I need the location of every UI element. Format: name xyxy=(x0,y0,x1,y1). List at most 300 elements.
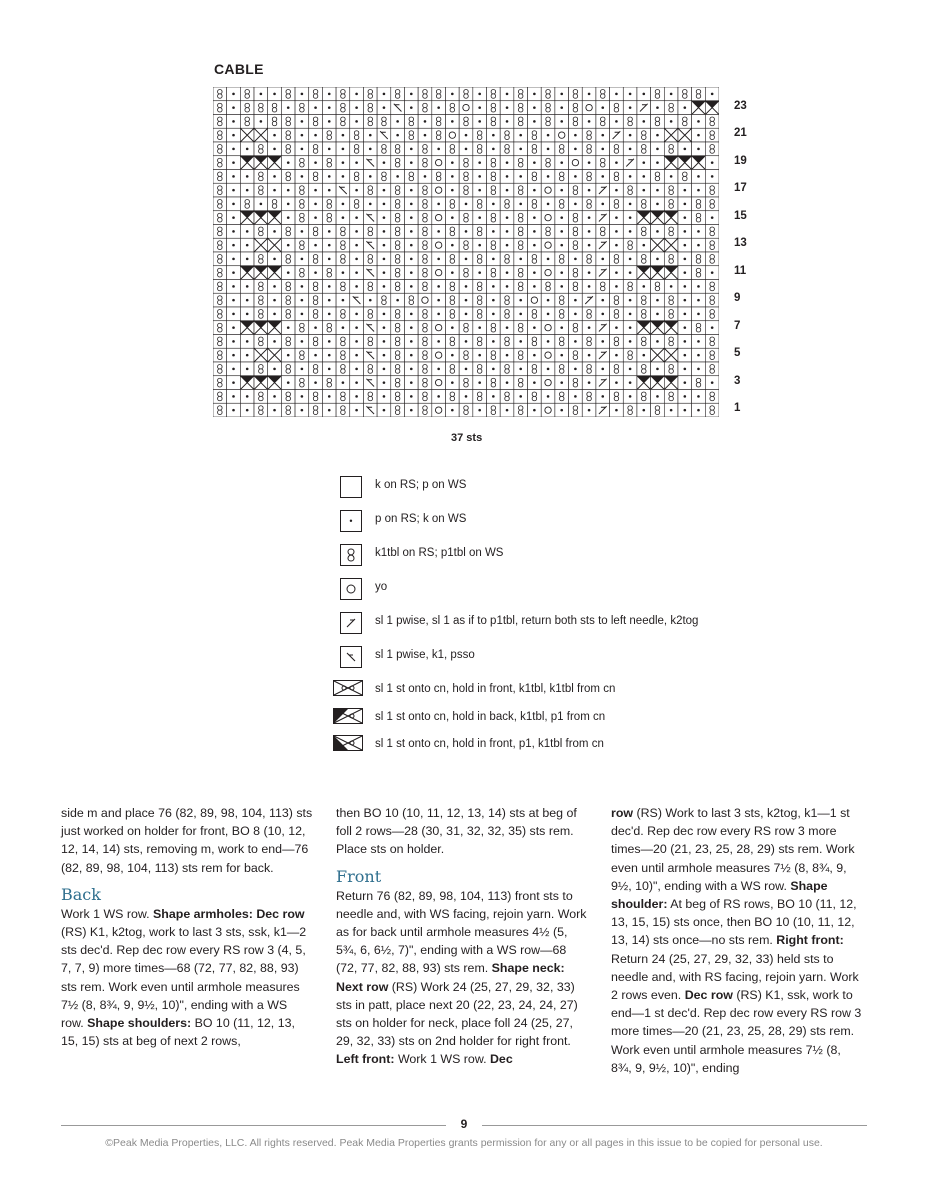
chart-cell xyxy=(610,225,624,239)
chart-cell xyxy=(404,293,418,307)
chart-cell xyxy=(610,293,624,307)
chart-cell xyxy=(254,183,268,197)
chart-cell xyxy=(637,376,651,390)
chart-cell xyxy=(528,87,542,101)
chart-cell xyxy=(350,348,364,362)
chart-cell xyxy=(268,390,282,404)
chart-cell xyxy=(528,101,542,115)
chart-cell xyxy=(254,321,268,335)
chart-cell xyxy=(322,362,336,376)
chart-cell xyxy=(487,197,501,211)
chart-cell xyxy=(281,293,295,307)
chart-cell xyxy=(623,115,637,129)
chart-cell xyxy=(363,362,377,376)
chart-cell xyxy=(705,266,719,280)
chart-cell xyxy=(350,307,364,321)
chart-cell xyxy=(445,376,459,390)
chart-cell xyxy=(391,348,405,362)
chart-cell xyxy=(213,87,227,101)
chart-cell xyxy=(678,266,692,280)
chart-cell xyxy=(555,266,569,280)
chart-cell xyxy=(487,252,501,266)
chart-cell xyxy=(514,170,528,184)
chart-cell xyxy=(623,348,637,362)
chart-cell xyxy=(377,183,391,197)
chart-cell xyxy=(459,293,473,307)
chart-cell xyxy=(678,156,692,170)
chart-cell xyxy=(610,183,624,197)
chart-cell xyxy=(514,280,528,294)
chart-cell xyxy=(240,362,254,376)
chart-cell xyxy=(418,115,432,129)
chart-cell xyxy=(487,307,501,321)
cable-chart-grid xyxy=(213,87,719,417)
chart-cell xyxy=(336,335,350,349)
chart-cell xyxy=(391,142,405,156)
chart-cell xyxy=(418,362,432,376)
chart-cell xyxy=(514,307,528,321)
chart-cell xyxy=(268,293,282,307)
chart-cell xyxy=(350,238,364,252)
chart-cell xyxy=(227,101,241,115)
key-cable-back-p xyxy=(340,708,900,732)
chart-cell xyxy=(569,376,583,390)
chart-cell xyxy=(350,266,364,280)
chart-cell xyxy=(377,101,391,115)
chart-cell xyxy=(281,390,295,404)
chart-cell xyxy=(281,156,295,170)
chart-cell xyxy=(637,128,651,142)
chart-cell xyxy=(596,128,610,142)
chart-cell xyxy=(528,293,542,307)
chart-cell xyxy=(459,87,473,101)
chart-cell xyxy=(596,293,610,307)
chart-cell xyxy=(254,266,268,280)
chart-cell xyxy=(350,211,364,225)
chart-cell xyxy=(459,390,473,404)
chart-cell xyxy=(610,115,624,129)
chart-cell xyxy=(268,238,282,252)
chart-cell xyxy=(514,101,528,115)
chart-cell xyxy=(432,128,446,142)
chart-cell xyxy=(213,390,227,404)
chart-cell xyxy=(541,293,555,307)
chart-cell xyxy=(705,115,719,129)
chart-cell xyxy=(459,321,473,335)
chart-cell xyxy=(705,197,719,211)
chart-cell xyxy=(541,266,555,280)
text-column-3 xyxy=(611,804,863,1077)
chart-cell xyxy=(213,170,227,184)
chart-cell xyxy=(418,293,432,307)
chart-cell xyxy=(610,156,624,170)
chart-cell xyxy=(227,307,241,321)
chart-cell xyxy=(473,403,487,417)
chart-cell xyxy=(541,156,555,170)
chart-cell xyxy=(541,183,555,197)
chart-cell xyxy=(623,225,637,239)
chart-cell xyxy=(445,403,459,417)
chart-cell xyxy=(569,280,583,294)
chart-cell xyxy=(664,170,678,184)
chart-cell xyxy=(528,307,542,321)
chart-cell xyxy=(432,101,446,115)
chart-cell xyxy=(637,115,651,129)
chart-cell xyxy=(582,87,596,101)
chart-cell xyxy=(500,390,514,404)
chart-cell xyxy=(596,101,610,115)
chart-cell xyxy=(500,238,514,252)
chart-cell xyxy=(254,390,268,404)
chart-cell xyxy=(432,225,446,239)
chart-cell xyxy=(268,252,282,266)
chart-cell xyxy=(336,266,350,280)
chart-cell xyxy=(227,115,241,129)
chart-cell xyxy=(445,142,459,156)
chart-cell xyxy=(582,170,596,184)
chart-cell xyxy=(541,390,555,404)
chart-cell xyxy=(432,376,446,390)
chart-cell xyxy=(610,142,624,156)
chart-cell xyxy=(678,348,692,362)
chart-cell xyxy=(391,211,405,225)
chart-cell xyxy=(582,238,596,252)
chart-cell xyxy=(582,197,596,211)
chart-cell xyxy=(664,321,678,335)
chart-cell xyxy=(213,280,227,294)
chart-cell xyxy=(637,142,651,156)
chart-cell xyxy=(336,348,350,362)
chart-cell xyxy=(637,238,651,252)
chart-cell xyxy=(678,307,692,321)
chart-cell xyxy=(309,183,323,197)
chart-cell xyxy=(254,211,268,225)
chart-cell xyxy=(213,128,227,142)
chart-cell xyxy=(514,238,528,252)
row-number: 17 xyxy=(734,182,747,195)
chart-cell xyxy=(322,321,336,335)
chart-cell xyxy=(432,348,446,362)
chart-cell xyxy=(254,403,268,417)
chart-cell xyxy=(541,321,555,335)
chart-cell xyxy=(404,280,418,294)
chart-cell xyxy=(322,197,336,211)
chart-cell xyxy=(336,183,350,197)
chart-cell xyxy=(404,307,418,321)
chart-cell xyxy=(227,403,241,417)
chart-cell xyxy=(404,101,418,115)
chart-cell xyxy=(445,348,459,362)
chart-cell xyxy=(445,170,459,184)
paragraph: then BO 10 (10, 11, 12, 13, 14) sts at beg of foll 2 rows—28 (30, 31, 32, 32, 35) sts rem. Place sts on holder. xyxy=(336,806,577,857)
chart-cell xyxy=(309,307,323,321)
chart-cell xyxy=(254,293,268,307)
chart-cell xyxy=(377,376,391,390)
yarn-over-icon xyxy=(340,578,362,600)
chart-cell xyxy=(363,170,377,184)
chart-cell xyxy=(596,266,610,280)
chart-cell xyxy=(350,293,364,307)
chart-cell xyxy=(473,115,487,129)
chart-cell xyxy=(363,87,377,101)
chart-cell xyxy=(623,307,637,321)
chart-cell xyxy=(555,101,569,115)
chart-cell xyxy=(281,403,295,417)
chart-cell xyxy=(514,142,528,156)
chart-cell xyxy=(213,403,227,417)
chart-cell xyxy=(596,252,610,266)
chart-cell xyxy=(500,266,514,280)
chart-cell xyxy=(637,307,651,321)
chart-cell xyxy=(623,156,637,170)
chart-cell xyxy=(418,252,432,266)
key-label: sl 1 st onto cn, hold in front, k1tbl, k1tbl from cn xyxy=(375,683,616,695)
chart-cell xyxy=(432,170,446,184)
chart-cell xyxy=(705,211,719,225)
chart-cell xyxy=(623,211,637,225)
chart-cell xyxy=(418,170,432,184)
chart-cell xyxy=(692,156,706,170)
chart-cell xyxy=(391,170,405,184)
chart-cell xyxy=(528,115,542,129)
chart-cell xyxy=(445,225,459,239)
chart-cell xyxy=(240,376,254,390)
chart-cell xyxy=(664,87,678,101)
chart-cell xyxy=(555,238,569,252)
chart-cell xyxy=(514,362,528,376)
chart-cell xyxy=(623,170,637,184)
chart-cell xyxy=(295,142,309,156)
chart-cell xyxy=(213,211,227,225)
chart-cell xyxy=(322,293,336,307)
chart-cell xyxy=(240,87,254,101)
chart-cell xyxy=(651,101,665,115)
paragraph: row (RS) Work to last 3 sts, k2tog, k1—1 st dec'd. Rep dec row every RS row 3 more times—20 (21, 23, 25, 28, 29) sts rem. Work even until armhole measures 7½ (8, 8¾, 9, 9½, 10)", ending with a WS row. Shape shoulder: At beg of RS rows, BO 10 (11, 12, 13, 15, 15) sts once, then BO 10 (10, 11, 12, 13, 14) sts once—no sts rem. Right front: Return 24 (25, 27, 29, 32, 33) held sts to needle and, with RS facing, rejoin yarn. Work 2 rows even. Dec row (RS) K1, ssk, work to end—1 st dec'd. Rep dec row every RS row 3 more times—20 (21, 23, 25, 28, 29) sts rem. Work even until armhole measures 7½ (8, 8¾, 9, 9½, 10)", ending xyxy=(611,806,862,1075)
chart-cell xyxy=(363,335,377,349)
chart-cell xyxy=(240,156,254,170)
chart-cell xyxy=(473,197,487,211)
key-left-dec xyxy=(340,612,900,636)
chart-cell xyxy=(528,390,542,404)
chart-cell xyxy=(404,225,418,239)
chart-cell xyxy=(459,170,473,184)
chart-cell xyxy=(569,225,583,239)
chart-cell xyxy=(692,348,706,362)
chart-cell xyxy=(418,101,432,115)
chart-cell xyxy=(295,362,309,376)
chart-cell xyxy=(637,321,651,335)
chart-cell xyxy=(254,335,268,349)
chart-cell xyxy=(623,335,637,349)
row-number: 9 xyxy=(734,292,741,305)
chart-cell xyxy=(240,183,254,197)
chart-cell xyxy=(227,362,241,376)
chart-cell xyxy=(404,183,418,197)
chart-cell xyxy=(651,321,665,335)
chart-cell xyxy=(336,293,350,307)
chart-cell xyxy=(295,390,309,404)
chart-cell xyxy=(569,390,583,404)
chart-cell xyxy=(309,348,323,362)
row-number: 3 xyxy=(734,374,741,387)
chart-cell xyxy=(569,183,583,197)
chart-cell xyxy=(295,266,309,280)
chart-cell xyxy=(610,101,624,115)
chart-cell xyxy=(363,293,377,307)
chart-cell xyxy=(623,87,637,101)
chart-cell xyxy=(500,252,514,266)
chart-cell xyxy=(418,390,432,404)
chart-cell xyxy=(268,266,282,280)
chart-cell xyxy=(404,266,418,280)
chart-cell xyxy=(432,403,446,417)
chart-cell xyxy=(528,280,542,294)
chart-cell xyxy=(309,390,323,404)
chart-cell xyxy=(623,238,637,252)
chart-cell xyxy=(377,280,391,294)
chart-cell xyxy=(363,238,377,252)
chart-cell xyxy=(459,101,473,115)
chart-cell xyxy=(473,142,487,156)
chart-cell xyxy=(295,293,309,307)
chart-cell xyxy=(418,280,432,294)
chart-cell xyxy=(610,362,624,376)
chart-cell xyxy=(610,376,624,390)
chart-cell xyxy=(528,403,542,417)
chart-cell xyxy=(254,307,268,321)
chart-cell xyxy=(295,115,309,129)
chart-cell xyxy=(528,348,542,362)
chart-cell xyxy=(281,321,295,335)
chart-cell xyxy=(309,293,323,307)
chart-cell xyxy=(473,362,487,376)
row-number: 11 xyxy=(734,264,747,277)
chart-cell xyxy=(664,197,678,211)
chart-cell xyxy=(281,266,295,280)
chart-cell xyxy=(569,197,583,211)
chart-cell xyxy=(678,280,692,294)
chart-cell xyxy=(268,87,282,101)
chart-cell xyxy=(295,128,309,142)
chart-cell xyxy=(322,211,336,225)
chart-cell xyxy=(281,348,295,362)
chart-title: CABLE xyxy=(214,61,264,77)
chart-cell xyxy=(664,128,678,142)
chart-cell xyxy=(596,376,610,390)
chart-cell xyxy=(213,252,227,266)
chart-cell xyxy=(281,307,295,321)
chart-cell xyxy=(651,115,665,129)
chart-cell xyxy=(473,170,487,184)
row-number: 7 xyxy=(734,319,741,332)
chart-cell xyxy=(281,183,295,197)
chart-cell xyxy=(213,321,227,335)
chart-cell xyxy=(309,376,323,390)
chart-cell xyxy=(596,142,610,156)
chart-cell xyxy=(240,101,254,115)
chart-cell xyxy=(582,335,596,349)
chart-cell xyxy=(391,335,405,349)
chart-cell xyxy=(418,128,432,142)
chart-cell xyxy=(541,335,555,349)
chart-cell xyxy=(336,87,350,101)
chart-cell xyxy=(281,211,295,225)
chart-cell xyxy=(309,321,323,335)
chart-cell xyxy=(322,170,336,184)
chart-cell xyxy=(582,293,596,307)
chart-cell xyxy=(445,307,459,321)
chart-cell xyxy=(213,307,227,321)
chart-cell xyxy=(350,362,364,376)
stitch-count-label: 37 sts xyxy=(451,432,483,444)
chart-cell xyxy=(500,376,514,390)
chart-cell xyxy=(473,128,487,142)
chart-cell xyxy=(637,390,651,404)
chart-cell xyxy=(705,307,719,321)
chart-cell xyxy=(432,266,446,280)
chart-cell xyxy=(623,293,637,307)
chart-cell xyxy=(678,252,692,266)
chart-cell xyxy=(541,362,555,376)
chart-cell xyxy=(500,293,514,307)
section-heading-back: Back xyxy=(61,884,101,904)
chart-cell xyxy=(705,225,719,239)
chart-cell xyxy=(418,238,432,252)
chart-cell xyxy=(473,252,487,266)
chart-cell xyxy=(268,335,282,349)
twisted-stitch-icon xyxy=(340,544,362,566)
row-number: 23 xyxy=(734,99,747,112)
chart-cell xyxy=(692,321,706,335)
chart-cell xyxy=(637,170,651,184)
chart-cell xyxy=(459,197,473,211)
chart-cell xyxy=(350,321,364,335)
chart-cell xyxy=(541,403,555,417)
chart-cell xyxy=(623,266,637,280)
chart-cell xyxy=(528,335,542,349)
chart-cell xyxy=(377,335,391,349)
chart-cell xyxy=(418,335,432,349)
chart-cell xyxy=(254,362,268,376)
chart-cell xyxy=(363,403,377,417)
chart-cell xyxy=(432,321,446,335)
chart-cell xyxy=(487,115,501,129)
chart-cell xyxy=(569,335,583,349)
chart-cell xyxy=(336,128,350,142)
chart-cell xyxy=(432,142,446,156)
chart-cell xyxy=(281,238,295,252)
chart-cell xyxy=(459,252,473,266)
chart-cell xyxy=(281,280,295,294)
chart-cell xyxy=(309,280,323,294)
key-knit xyxy=(340,476,900,500)
chart-cell xyxy=(459,376,473,390)
chart-cell xyxy=(377,225,391,239)
chart-cell xyxy=(705,183,719,197)
chart-cell xyxy=(582,362,596,376)
chart-cell xyxy=(705,238,719,252)
key-yo xyxy=(340,578,900,602)
chart-cell xyxy=(541,225,555,239)
text-column-2 xyxy=(336,804,588,1069)
chart-cell xyxy=(651,183,665,197)
chart-cell xyxy=(240,293,254,307)
chart-cell xyxy=(664,376,678,390)
chart-cell xyxy=(336,321,350,335)
section-heading-front: Front xyxy=(336,866,382,886)
chart-cell xyxy=(582,128,596,142)
chart-cell xyxy=(240,142,254,156)
